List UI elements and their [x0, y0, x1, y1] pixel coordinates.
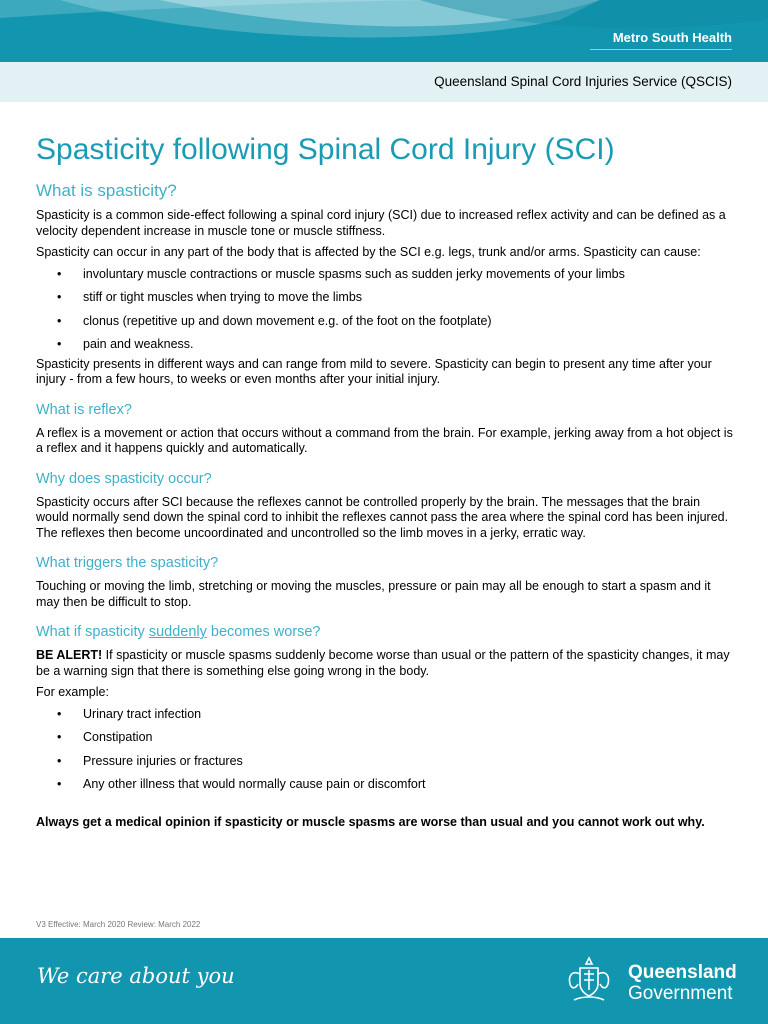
heading-what-is-spasticity: What is spasticity? — [36, 181, 177, 200]
paragraph: Spasticity is a common side-effect following a spinal cord injury (SCI) due to increased reflex activity and can be defined as a velocity dependent increase in muscle tone or muscle stiffness. — [36, 208, 726, 238]
version-info: V3 Effective: March 2020 Review: March 2022 — [36, 920, 201, 929]
paragraph: BE ALERT! If spasticity or muscle spasms suddenly become worse than usual or the pattern of the spasticity changes, it may be a warning sign that there is something else going wrong in the body. — [36, 648, 730, 678]
list-item: • Constipation — [57, 730, 153, 744]
list-item: • Pressure injuries or fractures — [57, 753, 243, 768]
service-name: Queensland Spinal Cord Injuries Service (QSCIS) — [434, 74, 732, 89]
government-name-line2: Government — [628, 983, 733, 1004]
heading-spasticity-worse: What if spasticity suddenly becomes worse? — [36, 624, 321, 640]
document-body — [36, 130, 736, 836]
bullet-icon: • — [57, 337, 62, 351]
bullet-list — [36, 707, 736, 793]
coat-of-arms-icon — [564, 954, 614, 1006]
org-divider — [590, 49, 732, 50]
bullet-icon: • — [57, 706, 62, 721]
org-name: Metro South Health — [612, 30, 732, 45]
heading-what-is-reflex: What is reflex? — [36, 401, 132, 418]
list-item: • involuntary muscle contractions or muscle spasms such as sudden jerky movements of your limbs — [57, 266, 625, 281]
bullet-icon: • — [57, 290, 62, 304]
bullet-icon: • — [57, 753, 62, 768]
heading-why-spasticity-occurs: Why does spasticity occur? — [36, 470, 212, 487]
paragraph: Touching or moving the limb, stretching or moving the muscles, pressure or pain may all be enough to start a spasm and it may then be difficult to stop. — [36, 579, 711, 609]
header-band — [0, 0, 768, 62]
bullet-icon: • — [57, 730, 62, 744]
bullet-list — [36, 267, 736, 353]
government-name-line1: Queensland — [628, 962, 737, 983]
list-item: • Any other illness that would normally cause pain or discomfort — [57, 777, 426, 791]
bullet-icon: • — [57, 266, 62, 281]
paragraph: For example: — [36, 685, 109, 699]
medical-opinion-note: Always get a medical opinion if spasticity or muscle spasms are worse than usual and you cannot work out why. — [36, 814, 705, 829]
list-item: • clonus (repetitive up and down movement e.g. of the foot on the footplate) — [57, 313, 492, 328]
footer-band — [0, 938, 768, 1024]
page-title: Spasticity following Spinal Cord Injury (SCI) — [36, 133, 615, 166]
bullet-icon: • — [57, 313, 62, 328]
list-item: • stiff or tight muscles when trying to move the limbs — [57, 290, 363, 304]
paragraph: Spasticity occurs after SCI because the reflexes cannot be controlled properly by the brain. The messages that the brain would normally send down the spinal cord to inhibit the reflexes cannot pass the area where the spinal cord has been injured. The reflexes then become uncoordinated and uncontrolled so the limb moves in a jerky, erratic way. — [36, 494, 729, 540]
paragraph: Spasticity presents in different ways and can range from mild to severe. Spasticity can begin to present any time after your injury - from a few hours, to weeks or even months after your initial injury. — [36, 356, 712, 386]
list-item: • Urinary tract infection — [57, 706, 202, 721]
alert-label: BE ALERT! — [36, 648, 103, 662]
heading-triggers: What triggers the spasticity? — [36, 555, 219, 571]
tagline: We care about you — [37, 964, 235, 988]
underlined-word: suddenly — [148, 624, 207, 640]
bullet-icon: • — [57, 777, 62, 791]
paragraph: Spasticity can occur in any part of the body that is affected by the SCI e.g. legs, trunk and/or arms. Spasticity can cause: — [36, 245, 701, 259]
paragraph: A reflex is a movement or action that occurs without a command from the brain. For example, jerking away from a hot object is a reflex and it happens quickly and automatically. — [36, 425, 733, 455]
list-item: • pain and weakness. — [57, 337, 194, 351]
